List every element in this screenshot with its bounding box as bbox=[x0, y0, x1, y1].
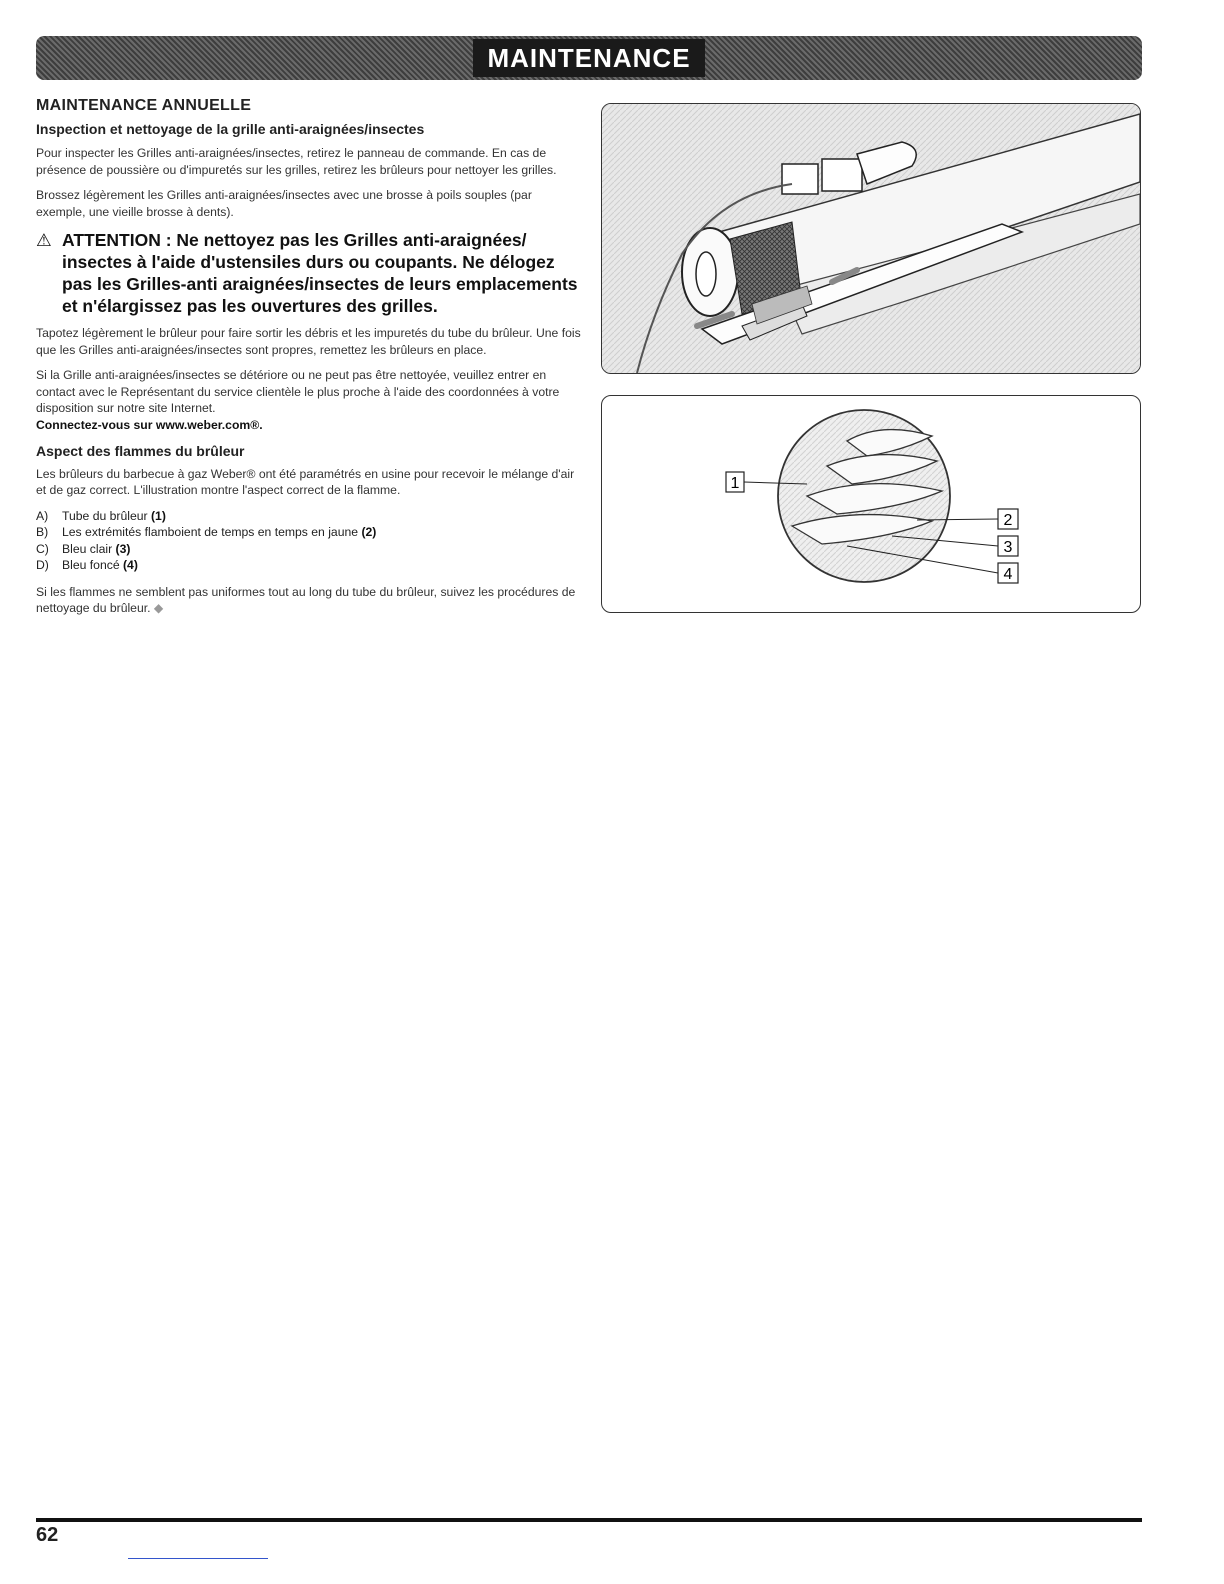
list-item-ref: (3) bbox=[115, 541, 131, 556]
footer-link-underline bbox=[128, 1558, 268, 1559]
tube-inner-ring bbox=[696, 252, 716, 296]
list-item-ref: (1) bbox=[150, 508, 166, 523]
flames-heading: Aspect des flammes du brûleur bbox=[36, 443, 245, 459]
list-item bbox=[36, 557, 581, 574]
valve-bracket bbox=[782, 164, 818, 194]
list-item bbox=[36, 541, 581, 558]
callout-4-label: 4 bbox=[1003, 566, 1013, 583]
flames-intro: Les brûleurs du barbecue à gaz Weber® ont été paramétrés en usine pour recevoir le mélange d'air et de gaz correct. L'illustration montre l'aspect correct de la flamme. bbox=[36, 466, 575, 497]
valve-clip bbox=[822, 159, 862, 191]
warning-text: ATTENTION : Ne nettoyez pas les Grilles anti-araignées/ insectes à l'aide d'ustensiles durs ou coupants. Ne délogez pas les Grilles-anti araignées/insectes de leurs emplacements et n'élargissez pas les ouvertures des grilles. bbox=[62, 230, 578, 316]
flames-outro bbox=[36, 584, 581, 617]
flames-outro-text: Si les flammes ne semblent pas uniformes tout au long du tube du brûleur, suivez les procédures de nettoyage du brûleur. bbox=[36, 584, 576, 615]
burner-brush-drawing bbox=[602, 104, 1140, 373]
flame-drawing bbox=[602, 396, 1140, 612]
list-item-text: Bleu clair bbox=[62, 541, 116, 556]
list-item-ref: (4) bbox=[122, 558, 138, 572]
list-item-letter: A) bbox=[36, 508, 49, 523]
inspection-paragraph-3: Tapotez légèrement le brûleur pour faire sortir les débris et les impuretés du tube du brûleur. Une fois que les Grilles anti-araignées/insectes sont propres, remettez les brûleurs en place. bbox=[36, 326, 581, 357]
website-link[interactable]: Connectez-vous sur www.weber.com®. bbox=[36, 417, 263, 432]
flame-list bbox=[36, 508, 581, 574]
end-mark-icon: ◆ bbox=[153, 601, 164, 615]
callout-3-label: 3 bbox=[1003, 539, 1013, 556]
inspection-heading: Inspection et nettoyage de la grille anti-araignées/insectes bbox=[36, 120, 425, 137]
burner-brush-illustration bbox=[601, 103, 1141, 374]
banner-title: MAINTENANCE bbox=[473, 39, 704, 77]
warning-triangle-icon: ⚠ bbox=[36, 230, 52, 250]
footer-rule bbox=[36, 1518, 1142, 1522]
list-item-letter: D) bbox=[36, 558, 49, 572]
section-title: MAINTENANCE ANNUELLE bbox=[36, 97, 252, 114]
list-item bbox=[36, 508, 581, 525]
list-item-ref: (2) bbox=[361, 525, 377, 539]
warning-block bbox=[36, 229, 581, 317]
flame-illustration bbox=[601, 395, 1141, 613]
text-column bbox=[36, 98, 581, 626]
callout-2-label: 2 bbox=[1003, 512, 1013, 529]
inspection-paragraph-4: Si la Grille anti-araignées/insectes se détériore ou ne peut pas être nettoyée, veuillez entrer en contact avec le Représentant du service clientèle le plus proche à l'aide des coordonnées à votre disposition sur notre site Internet. bbox=[36, 368, 560, 415]
callout-1-label: 1 bbox=[730, 475, 740, 492]
page-number: 62 bbox=[36, 1524, 59, 1546]
inspection-paragraph-1: Pour inspecter les Grilles anti-araignées/insectes, retirez le panneau de commande. En cas de présence de poussière ou d'impuretés sur les grilles, retirez les brûleurs pour nettoyer les grilles. bbox=[36, 146, 557, 177]
list-item-letter: C) bbox=[36, 541, 49, 556]
list-item-text: Les extrémités flamboient de temps en temps en jaune bbox=[62, 525, 362, 539]
inspection-paragraph-2: Brossez légèrement les Grilles anti-araignées/insectes avec une brosse à poils souples (par exemple, une vieille brosse à dents). bbox=[36, 188, 532, 219]
list-item-text: Tube du brûleur bbox=[62, 508, 151, 523]
list-item bbox=[36, 524, 581, 541]
list-item-letter: B) bbox=[36, 525, 49, 539]
list-item-text: Bleu foncé bbox=[62, 558, 123, 572]
section-banner bbox=[36, 36, 1142, 80]
